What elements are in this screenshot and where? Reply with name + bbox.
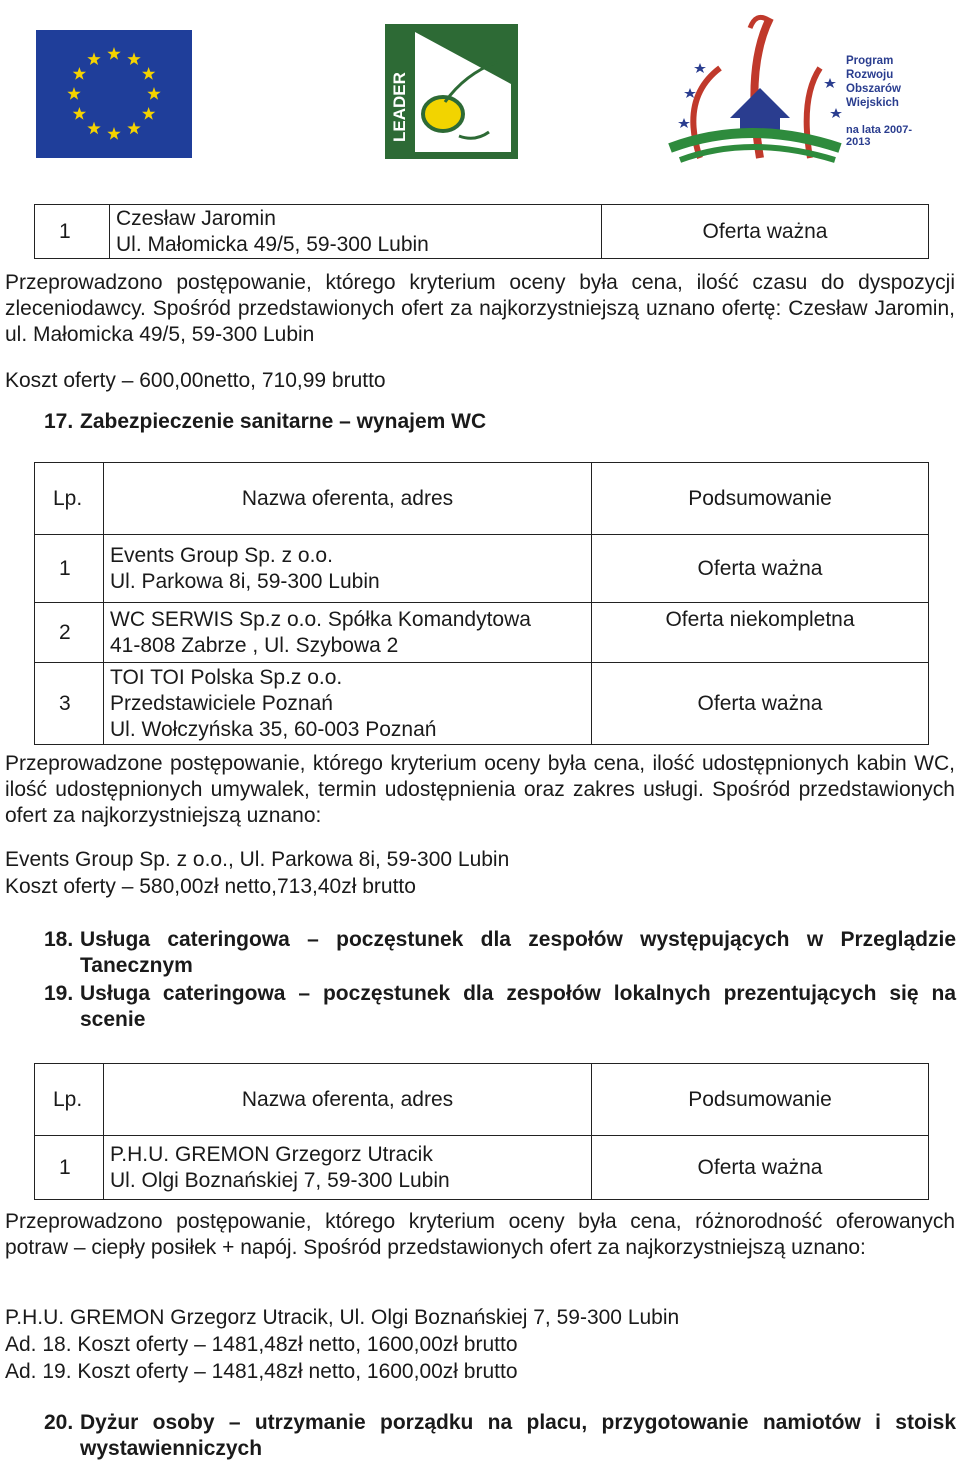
section-heading-18: 18. Usługa cateringowa – poczęstunek dla zespołów występujących w Przeglądzie Tanecznym xyxy=(44,928,956,977)
paragraph-criteria-17: Przeprowadzone postępowanie, którego kryterium oceny była cena, ilość udostępnionych kabin WC, ilość udostępnionych umywalek, termin udostępnienia oraz zakres usługi. Spośród przedstawionych ofert za najkorzystniejszą uznano: xyxy=(5,752,955,827)
bidder-name: P.H.U. GREMON Grzegorz Utracik xyxy=(110,1142,433,1166)
header-summary: Podsumowanie xyxy=(592,1064,929,1136)
table-header-row xyxy=(35,1064,929,1136)
summary-cell: Oferta ważna xyxy=(602,205,929,259)
row-number: 3 xyxy=(35,663,104,745)
table-row xyxy=(35,205,929,259)
section-heading-17: 17. Zabezpieczenie sanitarne – wynajem WC xyxy=(44,410,487,433)
bidder-cell xyxy=(104,535,592,603)
bidder-cell xyxy=(104,663,592,745)
summary-cell: Oferta niekompletna xyxy=(592,603,929,663)
bidder-address: Ul. Parkowa 8i, 59-300 Lubin xyxy=(110,569,380,593)
bidder-address: Ul. Małomicka 49/5, 59-300 Lubin xyxy=(116,232,429,256)
bidder-cell xyxy=(104,1136,592,1200)
bidder-name: TOI TOI Polska Sp.z o.o. xyxy=(110,665,343,689)
summary-cell: Oferta ważna xyxy=(592,663,929,745)
row-number: 1 xyxy=(35,1136,104,1200)
svg-text:LEADER: LEADER xyxy=(390,72,409,142)
cost-line-17: Koszt oferty – 580,00zł netto,713,40zł brutto xyxy=(5,875,416,898)
bidder-address: Ul. Wołczyńska 35, 60-003 Poznań xyxy=(110,717,437,741)
offers-table-17 xyxy=(34,462,929,745)
table-row xyxy=(35,1136,929,1200)
bidder-address: Ul. Olgi Boznańskiej 7, 59-300 Lubin xyxy=(110,1168,450,1192)
paragraph-criteria-18-19: Przeprowadzono postępowanie, którego kryterium oceny była cena, różnorodność oferowanych potraw – ciepły posiłek + napój. Spośród przedstawionych ofert za najkorzystniejszą uznano: xyxy=(5,1210,955,1259)
summary-cell: Oferta ważna xyxy=(592,1136,929,1200)
offers-table-16 xyxy=(34,204,929,259)
section-heading-20: 20. Dyżur osoby – utrzymanie porządku na placu, przygotowanie namiotów i stoisk wystawienniczych xyxy=(44,1411,956,1460)
bidder-cell xyxy=(104,603,592,663)
prow-logo-text: Program Rozwoju Obszarów Wiejskich xyxy=(846,55,901,109)
cost-line-16: Koszt oferty – 600,00netto, 710,99 brutto xyxy=(5,369,386,392)
row-number: 1 xyxy=(35,535,104,603)
leader-logo xyxy=(385,24,518,159)
table-row xyxy=(35,535,929,603)
eu-flag-logo xyxy=(36,30,192,158)
bidder-name: Events Group Sp. z o.o. xyxy=(110,543,333,567)
bidder-representative: Przedstawiciele Poznań xyxy=(110,691,333,715)
bidder-name: Czesław Jaromin xyxy=(116,206,276,230)
header-summary: Podsumowanie xyxy=(592,463,929,535)
row-number: 2 xyxy=(35,603,104,663)
offers-table-18-19 xyxy=(34,1063,929,1200)
header-lp: Lp. xyxy=(35,1064,104,1136)
header-lp: Lp. xyxy=(35,463,104,535)
row-number: 1 xyxy=(35,205,110,259)
table-row xyxy=(35,603,929,663)
bidder-name: WC SERWIS Sp.z o.o. Spółka Komandytowa xyxy=(110,607,531,631)
paragraph-criteria-16: Przeprowadzono postępowanie, którego kryterium oceny była cena, ilość czasu do dyspozycji zleceniodawcy. Spośród przedstawionych ofert za najkorzystniejszą uznano ofertę: Czesław Jaromin, ul. Małomicka 49/5, 59-300 Lubin xyxy=(5,271,955,346)
table-row xyxy=(35,663,929,745)
prow-logo-subtitle: na lata 2007-2013 xyxy=(846,124,913,148)
section-heading-19: 19. Usługa cateringowa – poczęstunek dla zespołów lokalnych prezentujących się na scenie xyxy=(44,982,956,1031)
cost-line-19: Ad. 19. Koszt oferty – 1481,48zł netto, 1600,00zł brutto xyxy=(5,1360,518,1383)
summary-cell: Oferta ważna xyxy=(592,535,929,603)
header-name: Nazwa oferenta, adres xyxy=(104,463,592,535)
header-name: Nazwa oferenta, adres xyxy=(104,1064,592,1136)
prow-logo xyxy=(660,8,920,168)
cost-line-18: Ad. 18. Koszt oferty – 1481,48zł netto, 1600,00zł brutto xyxy=(5,1333,518,1356)
winner-17: Events Group Sp. z o.o., Ul. Parkowa 8i, 59-300 Lubin xyxy=(5,848,510,871)
bidder-cell xyxy=(110,205,602,259)
bidder-address: 41-808 Zabrze , Ul. Szybowa 2 xyxy=(110,633,399,657)
table-header-row xyxy=(35,463,929,535)
winner-18-19: P.H.U. GREMON Grzegorz Utracik, Ul. Olgi Boznańskiej 7, 59-300 Lubin xyxy=(5,1306,680,1329)
